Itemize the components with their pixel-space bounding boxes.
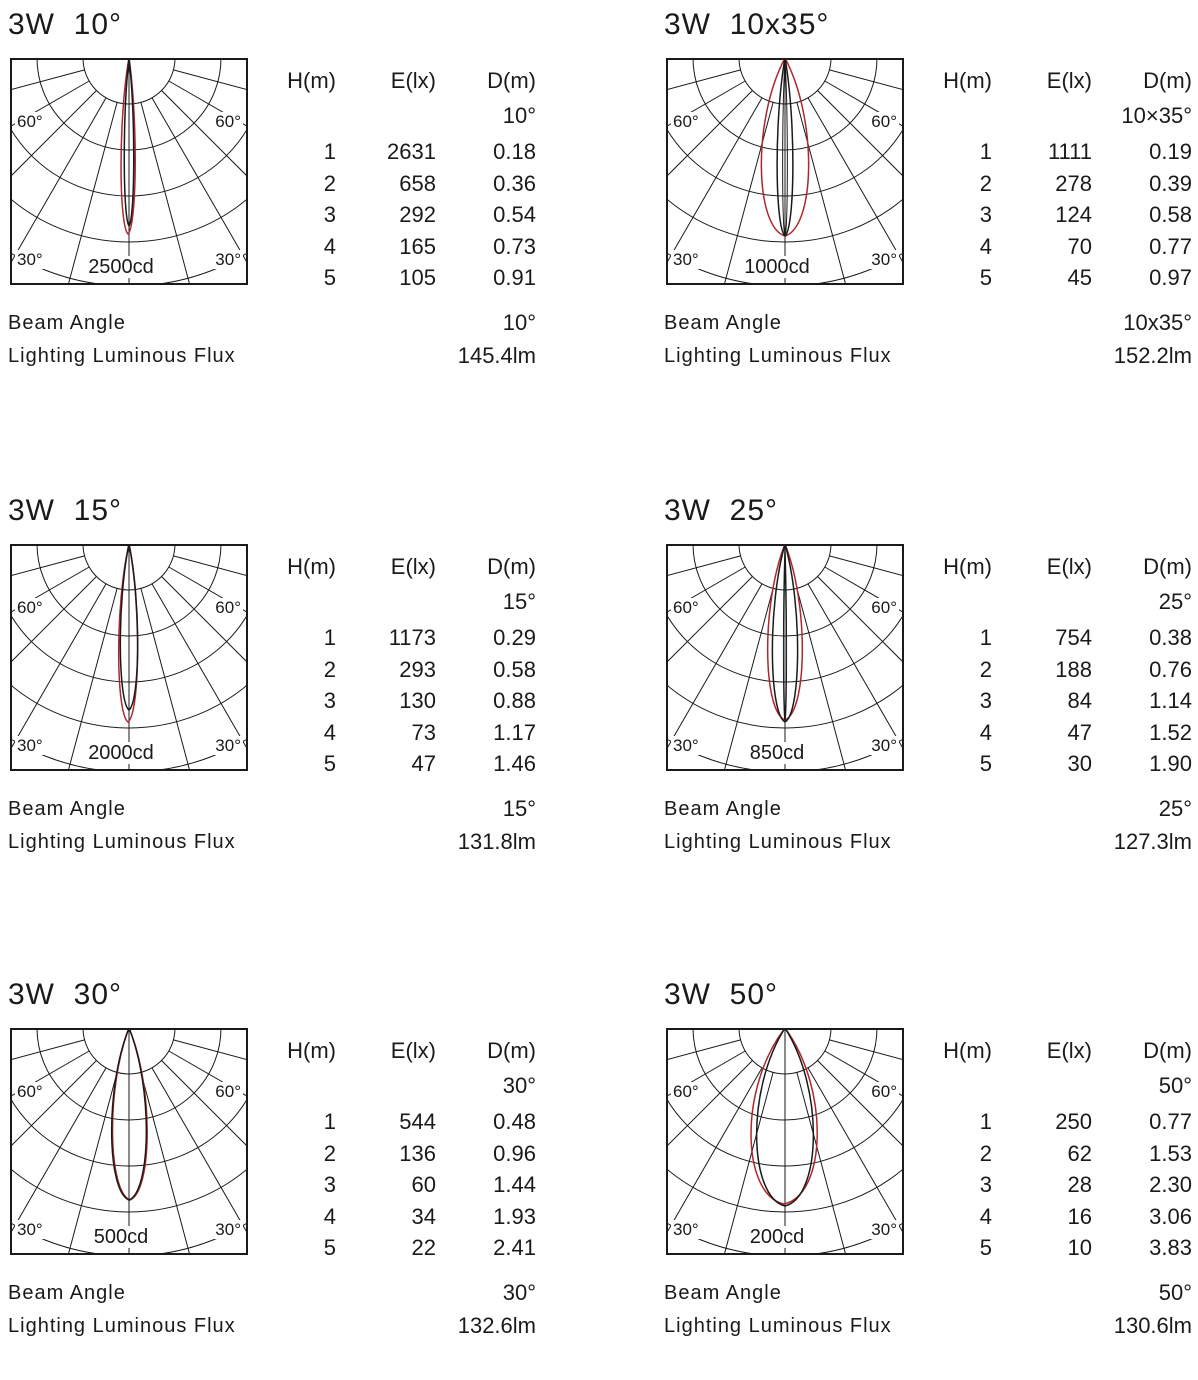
row-illuminance: 10 xyxy=(1067,1235,1092,1260)
row-height: 5 xyxy=(323,265,336,290)
polar-diagram xyxy=(666,1028,904,1255)
row-diameter: 1.14 xyxy=(1149,688,1192,713)
column-header-height: H(m) xyxy=(287,554,336,579)
row-diameter: 3.83 xyxy=(1149,1235,1192,1260)
row-height: 1 xyxy=(979,1109,992,1134)
column-header-illuminance: E(lx) xyxy=(1046,68,1092,93)
angle-label-60-left: 60° xyxy=(673,112,699,131)
luminous-flux-value: 152.2lm xyxy=(1113,343,1192,368)
grid-radial xyxy=(825,81,904,258)
row-diameter: 3.06 xyxy=(1149,1203,1192,1229)
row-illuminance: 124 xyxy=(1055,202,1092,227)
column-header-illuminance: E(lx) xyxy=(1046,1038,1092,1063)
angle-label-30-left: 30° xyxy=(673,250,699,269)
beam-angle-label: Beam Angle xyxy=(664,312,782,334)
luminous-flux-label: Lighting Luminous Flux xyxy=(8,345,236,367)
luminous-flux-value: 145.4lm xyxy=(457,343,536,368)
angle-subheader: 25° xyxy=(1158,589,1192,614)
beam-angle-value: 50° xyxy=(1158,1280,1192,1305)
row-illuminance: 73 xyxy=(411,719,436,745)
row-illuminance: 47 xyxy=(1067,719,1092,745)
row-diameter: 0.96 xyxy=(493,1140,536,1166)
beam-panel xyxy=(8,980,548,1380)
grid-radial xyxy=(666,1051,745,1228)
angle-subheader: 10×35° xyxy=(1121,103,1192,128)
row-diameter: 1.53 xyxy=(1149,1140,1192,1166)
row-illuminance: 70 xyxy=(1067,233,1092,259)
row-diameter: 0.76 xyxy=(1149,656,1192,682)
beam-panel xyxy=(8,496,548,896)
luminous-flux-value: 132.6lm xyxy=(457,1313,536,1338)
candela-scale-label: 2000cd xyxy=(88,742,154,764)
angle-label-60-right: 60° xyxy=(871,112,897,131)
row-illuminance: 47 xyxy=(411,751,436,776)
luminous-flux-value: 131.8lm xyxy=(457,829,536,854)
row-illuminance: 105 xyxy=(399,265,436,290)
row-height: 2 xyxy=(323,656,336,682)
row-height: 3 xyxy=(979,1172,992,1197)
column-header-diameter: D(m) xyxy=(1143,1038,1192,1063)
polar-diagram xyxy=(10,544,248,771)
beam-panel xyxy=(664,496,1198,896)
row-diameter: 0.88 xyxy=(493,688,536,713)
angle-label-30-left: 30° xyxy=(673,736,699,755)
row-illuminance: 165 xyxy=(399,233,436,259)
row-illuminance: 250 xyxy=(1055,1109,1092,1134)
row-illuminance: 544 xyxy=(399,1109,436,1134)
beam-panel xyxy=(8,10,548,410)
column-header-illuminance: E(lx) xyxy=(390,1038,436,1063)
row-height: 4 xyxy=(979,1203,992,1229)
column-header-diameter: D(m) xyxy=(487,554,536,579)
row-height: 5 xyxy=(979,1235,992,1260)
row-diameter: 0.58 xyxy=(493,656,536,682)
row-height: 4 xyxy=(323,233,336,259)
beam-panel xyxy=(664,980,1198,1380)
beam-angle-label: Beam Angle xyxy=(8,1282,126,1304)
luminous-flux-label: Lighting Luminous Flux xyxy=(8,1315,236,1337)
column-header-height: H(m) xyxy=(943,68,992,93)
grid-radial xyxy=(666,81,745,258)
row-diameter: 0.97 xyxy=(1149,265,1192,290)
polar-diagram xyxy=(666,58,904,285)
row-height: 2 xyxy=(979,656,992,682)
polar-diagram-svg xyxy=(666,544,904,771)
candela-scale-label: 200cd xyxy=(749,1226,805,1248)
row-diameter: 0.29 xyxy=(493,625,536,650)
row-illuminance: 22 xyxy=(411,1235,436,1260)
row-height: 2 xyxy=(979,170,992,196)
panel-title: 3W 50° xyxy=(664,978,779,1011)
row-height: 4 xyxy=(979,233,992,259)
panel-title: 3W 25° xyxy=(664,494,779,527)
candela-scale-label: 850cd xyxy=(749,742,805,764)
row-diameter: 0.39 xyxy=(1149,170,1192,196)
column-header-height: H(m) xyxy=(287,1038,336,1063)
angle-subheader: 15° xyxy=(502,589,536,614)
row-diameter: 0.91 xyxy=(493,265,536,290)
row-illuminance: 136 xyxy=(399,1140,436,1166)
grid-radial xyxy=(169,81,248,258)
row-illuminance: 30 xyxy=(1067,751,1092,776)
row-illuminance: 293 xyxy=(399,656,436,682)
row-height: 1 xyxy=(979,139,992,164)
panel-title: 3W 10x35° xyxy=(664,8,830,41)
row-height: 1 xyxy=(979,625,992,650)
row-diameter: 0.19 xyxy=(1149,139,1192,164)
row-diameter: 1.17 xyxy=(493,719,536,745)
row-illuminance: 1173 xyxy=(388,625,436,650)
angle-label-30-right: 30° xyxy=(215,250,241,269)
polar-diagram-svg xyxy=(666,58,904,285)
row-height: 1 xyxy=(323,1109,336,1134)
angle-label-30-left: 30° xyxy=(17,736,43,755)
row-diameter: 2.41 xyxy=(493,1235,536,1260)
row-illuminance: 278 xyxy=(1055,170,1092,196)
row-illuminance: 45 xyxy=(1067,265,1092,290)
column-header-illuminance: E(lx) xyxy=(390,554,436,579)
row-diameter: 0.73 xyxy=(493,233,536,259)
row-diameter: 1.46 xyxy=(493,751,536,776)
luminous-flux-value: 130.6lm xyxy=(1113,1313,1192,1338)
luminous-flux-label: Lighting Luminous Flux xyxy=(8,831,236,853)
polar-diagram-svg xyxy=(10,544,248,771)
beam-angle-value: 30° xyxy=(502,1280,536,1305)
luminous-flux-label: Lighting Luminous Flux xyxy=(664,831,892,853)
row-diameter: 1.90 xyxy=(1149,751,1192,776)
row-diameter: 0.48 xyxy=(493,1109,536,1134)
column-header-diameter: D(m) xyxy=(1143,68,1192,93)
beam-angle-label: Beam Angle xyxy=(8,312,126,334)
row-illuminance: 188 xyxy=(1055,656,1092,682)
angle-label-60-right: 60° xyxy=(215,112,241,131)
angle-label-30-left: 30° xyxy=(17,250,43,269)
row-illuminance: 292 xyxy=(399,202,436,227)
angle-label-30-right: 30° xyxy=(871,1220,897,1239)
row-height: 4 xyxy=(323,719,336,745)
polar-diagram-svg xyxy=(666,1028,904,1255)
grid-radial xyxy=(666,567,745,744)
row-height: 5 xyxy=(979,265,992,290)
angle-label-30-left: 30° xyxy=(17,1220,43,1239)
row-diameter: 0.77 xyxy=(1149,233,1192,259)
row-height: 2 xyxy=(979,1140,992,1166)
grid-radial xyxy=(10,567,89,744)
beam-angle-label: Beam Angle xyxy=(664,1282,782,1304)
angle-label-60-left: 60° xyxy=(17,1082,43,1101)
grid-radial xyxy=(10,81,89,258)
beam-angle-value: 10x35° xyxy=(1123,310,1192,335)
angle-subheader: 30° xyxy=(502,1073,536,1098)
row-diameter: 2.30 xyxy=(1149,1172,1192,1197)
row-illuminance: 658 xyxy=(399,170,436,196)
beam-angle-value: 25° xyxy=(1158,796,1192,821)
angle-label-30-right: 30° xyxy=(871,736,897,755)
angle-label-60-left: 60° xyxy=(673,1082,699,1101)
beam-angle-value: 10° xyxy=(502,310,536,335)
panel-title: 3W 15° xyxy=(8,494,123,527)
row-illuminance: 130 xyxy=(399,688,436,713)
candela-scale-label: 1000cd xyxy=(744,256,810,278)
beam-panel xyxy=(664,10,1198,410)
polar-diagram xyxy=(10,1028,248,1255)
column-header-diameter: D(m) xyxy=(1143,554,1192,579)
grid-radial xyxy=(10,1051,89,1228)
angle-label-30-left: 30° xyxy=(673,1220,699,1239)
row-height: 3 xyxy=(323,688,336,713)
polar-diagram-svg xyxy=(10,58,248,285)
row-illuminance: 28 xyxy=(1067,1172,1092,1197)
row-illuminance: 60 xyxy=(411,1172,436,1197)
angle-label-30-right: 30° xyxy=(215,1220,241,1239)
row-height: 5 xyxy=(323,751,336,776)
column-header-height: H(m) xyxy=(287,68,336,93)
row-diameter: 1.44 xyxy=(493,1172,536,1197)
row-illuminance: 62 xyxy=(1067,1140,1092,1166)
row-illuminance: 754 xyxy=(1055,625,1092,650)
luminous-flux-label: Lighting Luminous Flux xyxy=(664,345,892,367)
row-illuminance: 84 xyxy=(1067,688,1092,713)
angle-label-60-left: 60° xyxy=(17,112,43,131)
row-height: 1 xyxy=(323,139,336,164)
panel-title: 3W 10° xyxy=(8,8,123,41)
row-diameter: 0.18 xyxy=(493,139,536,164)
candela-scale-label: 2500cd xyxy=(88,256,154,278)
grid-radial xyxy=(825,567,904,744)
angle-label-60-left: 60° xyxy=(17,598,43,617)
angle-label-60-right: 60° xyxy=(871,598,897,617)
row-height: 2 xyxy=(323,170,336,196)
beam-angle-value: 15° xyxy=(502,796,536,821)
angle-subheader: 50° xyxy=(1158,1073,1192,1098)
angle-label-30-right: 30° xyxy=(871,250,897,269)
beam-angle-label: Beam Angle xyxy=(664,798,782,820)
row-illuminance: 1111 xyxy=(1047,139,1092,164)
row-height: 4 xyxy=(323,1203,336,1229)
polar-diagram-svg xyxy=(10,1028,248,1255)
angle-label-60-right: 60° xyxy=(871,1082,897,1101)
grid-radial xyxy=(169,1051,248,1228)
angle-label-60-left: 60° xyxy=(673,598,699,617)
row-height: 5 xyxy=(323,1235,336,1260)
grid-radial xyxy=(169,567,248,744)
angle-label-60-right: 60° xyxy=(215,1082,241,1101)
angle-label-60-right: 60° xyxy=(215,598,241,617)
row-height: 5 xyxy=(979,751,992,776)
row-illuminance: 2631 xyxy=(387,139,436,164)
column-header-height: H(m) xyxy=(943,1038,992,1063)
column-header-height: H(m) xyxy=(943,554,992,579)
column-header-diameter: D(m) xyxy=(487,68,536,93)
row-height: 3 xyxy=(979,202,992,227)
column-header-illuminance: E(lx) xyxy=(1046,554,1092,579)
luminous-flux-value: 127.3lm xyxy=(1113,829,1192,854)
panel-title: 3W 30° xyxy=(8,978,123,1011)
row-illuminance: 16 xyxy=(1067,1203,1092,1229)
row-height: 2 xyxy=(323,1140,336,1166)
row-diameter: 1.93 xyxy=(493,1203,536,1229)
row-height: 1 xyxy=(323,625,336,650)
polar-diagram xyxy=(10,58,248,285)
column-header-diameter: D(m) xyxy=(487,1038,536,1063)
row-height: 4 xyxy=(979,719,992,745)
row-diameter: 0.77 xyxy=(1149,1109,1192,1134)
row-height: 3 xyxy=(323,202,336,227)
row-height: 3 xyxy=(323,1172,336,1197)
column-header-illuminance: E(lx) xyxy=(390,68,436,93)
row-height: 3 xyxy=(979,688,992,713)
polar-diagram xyxy=(666,544,904,771)
angle-subheader: 10° xyxy=(502,103,536,128)
row-diameter: 0.58 xyxy=(1149,202,1192,227)
row-diameter: 1.52 xyxy=(1149,719,1192,745)
row-diameter: 0.36 xyxy=(493,170,536,196)
luminous-flux-label: Lighting Luminous Flux xyxy=(664,1315,892,1337)
row-illuminance: 34 xyxy=(411,1203,436,1229)
row-diameter: 0.54 xyxy=(493,202,536,227)
grid-radial xyxy=(825,1051,904,1228)
candela-scale-label: 500cd xyxy=(93,1226,149,1248)
beam-angle-label: Beam Angle xyxy=(8,798,126,820)
angle-label-30-right: 30° xyxy=(215,736,241,755)
row-diameter: 0.38 xyxy=(1149,625,1192,650)
